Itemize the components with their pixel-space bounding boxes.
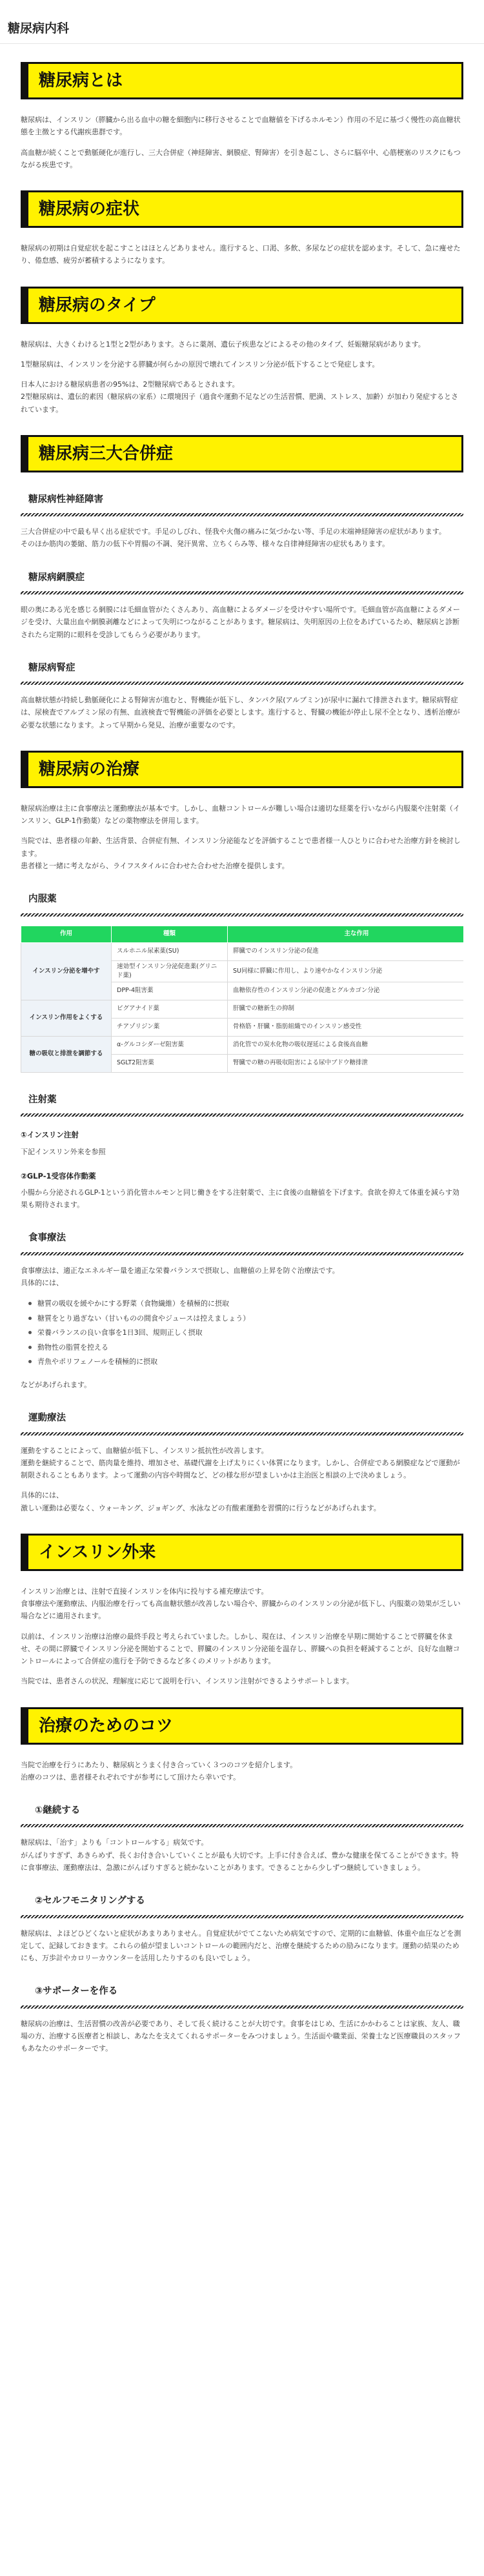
table-row (21, 942, 464, 960)
page-title: 糖尿病内科 (0, 0, 484, 44)
injection-item-title: ②GLP-1受容体作動薬 (21, 1171, 96, 1181)
section-tips (21, 1707, 463, 2055)
section-treatment (21, 751, 463, 1514)
list-item: 糖質をとり過ぎない（甘いものの間食やジュースは控えましょう） (28, 1312, 463, 1326)
table-header-row (21, 926, 464, 942)
exercise-paragraph-1: 運動をすることによって、血糖値が低下し、インスリン抵抗性が改善します。 運動を継続することで、筋肉量を維持、増加させ、基礎代謝を上げ太りにくい体質になります。しかし、合併症である網膜症などで運動が制限されることもあります。よって運動の内容や時間など、どの様な形が望ましいかは主治医と相談の上で決めましょう。 (21, 1446, 460, 1480)
section-heading-tips: 治療のためのコツ (21, 1707, 463, 1745)
table-cell-effect: 腎臓での糖の再吸収阻害による尿中ブドウ糖排泄 (228, 1055, 464, 1073)
table-cell-effect: 膵臓でのインスリン分泌の促進 (228, 942, 464, 960)
treatment-paragraph-1: 糖尿病治療は主に食事療法と運動療法が基本です。しかし、血糖コントロールが難しい場合は適切な経薬を行いながら内服薬や注射薬（インスリン、GLP-1作動薬）などの薬物療法を併用します。 (21, 804, 460, 826)
diet-heading: 食事療法 (28, 1233, 66, 1244)
table-row (21, 1000, 464, 1019)
section-heading-intro: 糖尿病とは (21, 62, 463, 99)
table-cell-drug: ビグアナイド薬 (112, 1000, 228, 1019)
tip-heading-continue: ①継続する (35, 1805, 81, 1816)
symptoms-paragraph-1: 糖尿病の初期は自覚症状を起こすことはほとんどありません。進行すると、口渇、多飲、多尿などの症状を認めます。そして、急に痩せたり、倦怠感、疲労が蓄積するようになります。 (21, 244, 461, 265)
tip-text-self-monitoring: 糖尿病は、よほどひどくないと症状があまりありません。自覚症状がでてこないため病気ですので、定期的に血糖値、体重や血圧などを測定して、記録しておきます。これらの値が望ましいコントロールの範囲内だと、治療を継続するための励みになります。運動の結果のためにも、万歩計やカロリーカウンターを活用したりするのも良いでしょう。 (21, 1929, 461, 1963)
table-cell-drug: 速効型インスリン分泌促進薬(グリニド薬) (112, 960, 228, 982)
section-intro (21, 62, 463, 171)
table-cell-effect: SU同様に膵臓に作用し、より速やかなインスリン分泌 (228, 960, 464, 982)
table-group-cell: インスリン分泌を増やす (21, 942, 112, 1000)
table-row (21, 1037, 464, 1055)
exercise-heading: 運動療法 (28, 1413, 66, 1424)
retinopathy-paragraph: 眼の奥にある光を感じる網膜には毛細血管がたくさんあり、高血糖によるダメージを受けやすい場所です。毛細血管が高血糖によるダメージを受け、大量出血や網膜剥離などによって失明につながることがあります。糖尿病は、失明原因の上位をあげているため、糖尿病と診断されたら定期的に眼科を受診してもらう必要があります。 (21, 605, 460, 639)
insulin-paragraph-2: 以前は、インスリン治療は治療の最終手段と考えられていました。しかし、現在は、インスリン治療を早期に開始することで膵臓を休ませ、その間に膵臓でインスリン分泌を開始することで、膵臓のインスリン分泌能を温存し、膵臓への負担を軽減することが、良好な血糖コントロールによって合併症の進行を予防できるなど多くのメリットがあります。 (21, 1632, 460, 1666)
intro-paragraph-2: 高血糖が続くことで動脈硬化が進行し、三大合併症（神経障害、網膜症、腎障害）を引き起こし、さらに脳卒中、心筋梗塞のリスクにもつながる疾患です。 (21, 148, 461, 169)
intro-paragraph-1: 糖尿病は、インスリン（膵臓から出る血中の糖を細胞内に移行させることで血糖値を下げるホルモン）作用の不足に基づく慢性の高血糖状態を主徴とする代謝疾患群です。 (21, 116, 461, 137)
section-heading-insulin: インスリン外来 (21, 1534, 463, 1571)
table-cell-effect: 血糖依存性のインスリン分泌の促進とグルカゴン分泌 (228, 982, 464, 1000)
oral-medicine-heading: 内服薬 (28, 894, 57, 905)
insulin-paragraph-3: 当院では、患者さんの状況、理解度に応じて説明を行い、インスリン注射ができるようサポートします。 (21, 1677, 354, 1686)
diet-list (21, 1297, 463, 1370)
section-heading-complications: 糖尿病三大合併症 (21, 435, 463, 472)
injection-item-text: 下記インスリン外来を参照 (21, 1147, 106, 1156)
injection-item-text: 小腸から分泌されるGLP-1という消化管ホルモンと同じ働きをする注射薬で、主に食後の血糖値を下げます。食欲を抑えて体重を減らす効果も期待されます。 (21, 1188, 459, 1210)
table-cell-drug: DPP-4阻害薬 (112, 982, 228, 1000)
section-types (21, 287, 463, 416)
table-cell-effect: 肝臓での糖新生の抑制 (228, 1000, 464, 1019)
complication-heading-nephropathy: 糖尿病腎症 (28, 662, 76, 673)
tip-heading-self-monitoring: ②セルフモニタリングする (35, 1896, 145, 1907)
table-cell-drug: スルホニル尿素薬(SU) (112, 942, 228, 960)
main-content (0, 62, 484, 2054)
complication-heading-retinopathy: 糖尿病網膜症 (28, 572, 85, 583)
table-header-cell: 主な作用 (228, 926, 464, 942)
oral-medicine-table-wrapper[interactable] (21, 926, 463, 1073)
section-complications (21, 435, 463, 731)
tip-heading-supporter: ③サポーターを作る (35, 1986, 118, 1997)
table-header-cell: 種類 (112, 926, 228, 942)
oral-medicine-table (21, 926, 463, 1073)
nephropathy-paragraph: 高血糖状態が持続し動脈硬化による腎障害が進むと、腎機能が低下し、タンパク尿(アルブミン)が尿中に漏れて排泄されます。糖尿病腎症は、尿検査でアルブミン尿の有無、血液検査で腎機能の評価を必要とします。進行すると、腎臓の機能が停止し尿不全となり、透析治療が必要な状態になります。よって早期から発見、治療が重要なのです。 (21, 696, 460, 729)
table-cell-effect: 骨格筋・肝臓・脂肪組織でのインスリン感受性 (228, 1019, 464, 1037)
section-insulin (21, 1534, 463, 1688)
section-heading-types: 糖尿病のタイプ (21, 287, 463, 324)
types-paragraph-1: 糖尿病は、大きくわけると1型と2型があります。さらに薬剤、遺伝子疾患などによるその他のタイプ、妊娠糖尿病があります。 (21, 340, 425, 349)
diet-after: などがあげられます。 (21, 1380, 92, 1389)
table-group-cell: インスリン作用をよくする (21, 1000, 112, 1037)
table-header-cell: 作用 (21, 926, 112, 942)
types-paragraph-3: 日本人における糖尿病患者の95%は、2型糖尿病であるとされます。 2型糖尿病は、遺伝的素因（糖尿病の家系）に環境因子（過食や運動不足などの生活習慣、肥満、ストレス、加齢）が加わり発症するとされています。 (21, 380, 458, 414)
tip-text-continue: 糖尿病は、「治す」よりも「コントロールする」病気です。 がんばりすぎず、あきらめず、長くお付き合いしていくことが最も大切です。上手に付き合えば、豊かな健康を保てることができます。特に食事療法、運動療法は、急激にがんばりすぎると続かないことがあります。できることから少しずつ継続していきましょう。 (21, 1838, 459, 1872)
table-cell-effect: 消化管での炭水化物の吸収遅延による食後高血糖 (228, 1037, 464, 1055)
tips-paragraph: 当院で治療を行うにあたり、糖尿病とうまく付き合っていく３つのコツを紹介します。 治療のコツは、患者様それぞれですが参考にして頂けたら幸いです。 (21, 1760, 297, 1781)
table-cell-drug: チアゾリジン薬 (112, 1019, 228, 1037)
types-paragraph-2: 1型糖尿病は、インスリンを分泌する膵臓が何らかの原因で壊れてインスリン分泌が低下することで発症します。 (21, 360, 379, 369)
section-symptoms (21, 190, 463, 267)
diet-paragraph: 食事療法は、適正なエネルギー量を適正な栄養バランスで摂取し、血糖値の上昇を防ぐ治療法です。 具体的には、 (21, 1266, 339, 1287)
exercise-paragraph-2: 具体的には、 激しい運動は必要なく、ウォーキング、ジョギング、水泳などの有酸素運動を習慣的に行うなどがあげられます。 (21, 1491, 381, 1512)
list-item: 動物性の脂質を控える (28, 1341, 463, 1355)
injection-item-title: ①インスリン注射 (21, 1130, 79, 1140)
tip-text-supporter: 糖尿病の治療は、生活習慣の改善が必要であり、そして長く続けることが大切です。食事をはじめ、生活にかかわることは家族、友人、職場の方、治療する医療者と相談し、あなたを支えてくれるサポーターをみつけましょう。生活面や職業面、栄養士など医療職員のスタッフもあなたのサポーターです。 (21, 2019, 461, 2053)
list-item: 栄養バランスの良い食事を1日3回、規則正しく摂取 (28, 1326, 463, 1341)
treatment-paragraph-2: 当院では、患者様の年齢、生活背景、合併症有無、インスリン分泌能などを評価することで患者様一人ひとりに合わせた治療方針を検討します。 患者様と一緒に考えながら、ライフスタイルに合わせた合わせた治療を提供します。 (21, 837, 461, 870)
injection-heading: 注射薬 (28, 1095, 57, 1105)
neuropathy-paragraph: 三大合併症の中で最も早く出る症状です。手足のしびれ、怪我や火傷の痛みに気づかない等、手足の末端神経障害の症状があります。 そのほか筋肉の萎縮、筋力の低下や胃腸の不調、発汗異常、立ちくらみ等、様々な自律神経障害の症状もあります。 (21, 527, 446, 549)
table-group-cell: 糖の吸収と排泄を調節する (21, 1037, 112, 1073)
list-item: 青魚やポリフェノールを積極的に摂取 (28, 1355, 463, 1370)
table-cell-drug: SGLT2阻害薬 (112, 1055, 228, 1073)
table-cell-drug: α-グルコシダーゼ阻害薬 (112, 1037, 228, 1055)
complication-heading-neuropathy: 糖尿病性神経障害 (28, 494, 103, 505)
section-heading-symptoms: 糖尿病の症状 (21, 190, 463, 228)
section-heading-treatment: 糖尿病の治療 (21, 751, 463, 788)
list-item: 糖質の吸収を緩やかにする野菜（食物繊維）を積極的に摂取 (28, 1297, 463, 1312)
insulin-paragraph-1: インスリン治療とは、注射で直接インスリンを体内に投与する補充療法です。 食事療法や運動療法、内服治療を行っても高血糖状態が改善しない場合や、膵臓からのインスリンの分泌が低下し、内服薬の効果が乏しい場合などに適用されます。 (21, 1587, 461, 1621)
